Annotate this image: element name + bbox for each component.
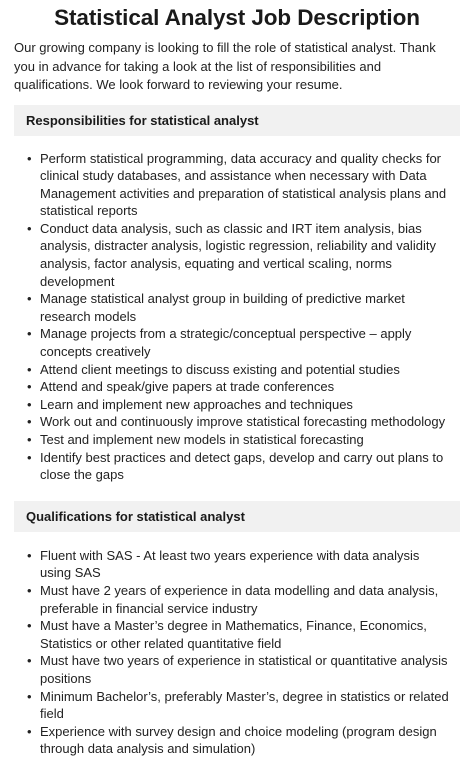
list-item [14,413,460,431]
list-item [14,361,460,379]
list-item-text: Manage projects from a strategic/conceptual perspective – apply concepts creatively [40,326,412,360]
list-item-text: Manage statistical analyst group in building of predictive market research models [40,291,405,324]
bullet-icon: • [27,361,32,377]
list-item [14,449,460,484]
bullet-icon: • [27,653,32,669]
list-item-text: Attend client meetings to discuss existing and potential studies [40,361,400,377]
page-title: Statistical Analyst Job Description [54,5,420,30]
list-item [14,582,460,617]
list-item-text: Must have two years of experience in statistical or quantitative analysis positions [40,653,448,686]
list-item [14,290,460,325]
list-item [14,688,460,723]
bullet-icon: • [27,379,32,395]
bullet-icon: • [27,150,32,166]
list-item [14,431,460,449]
list-item [14,396,460,414]
qualifications-list [14,547,460,758]
list-item-text: Conduct data analysis, such as classic and IRT item analysis, bias analysis, distracter analysis, logistic regression, reliability and validity analysis, factor analysis, equating and vertical scaling, norms development [40,220,436,289]
bullet-icon: • [27,291,32,307]
qualifications-heading: Qualifications for statistical analyst [14,501,460,532]
responsibilities-heading: Responsibilities for statistical analyst [14,105,460,136]
list-item-text: Must have 2 years of experience in data modelling and data analysis, preferable in financial service industry [40,582,439,616]
bullet-icon: • [27,547,32,563]
bullet-icon: • [27,582,32,598]
list-item [14,652,460,687]
list-item [14,723,460,758]
list-item-text: Attend and speak/give papers at trade conferences [40,379,335,395]
list-item-text: Must have a Master’s degree in Mathematics, Finance, Economics, Statistics or other related quantitative field [40,618,427,651]
list-item-text: Experience with survey design and choice modeling (program design through data analysis and simulation) [40,723,437,757]
list-item [14,325,460,360]
list-item-text: Work out and continuously improve statistical forecasting methodology [40,414,446,430]
list-item-text: Perform statistical programming, data accuracy and quality checks for clinical study databases, and assistance when necessary with Data Management activities and preparation of statistical analysis plans and statistical reports [40,150,447,219]
bullet-icon: • [27,688,32,704]
bullet-icon: • [27,432,32,447]
bullet-icon: • [27,396,32,412]
bullet-icon: • [27,220,32,236]
list-item [14,617,460,652]
list-item-text: Minimum Bachelor’s, preferably Master’s, degree in statistics or related field [40,688,449,722]
bullet-icon: • [27,723,32,739]
intro-paragraph: Our growing company is looking to fill the role of statistical analyst. Thank you in advance for taking a look at the list of responsibilities and qualifications. We look forward to reviewing your resume. [14,40,436,92]
list-item [14,547,460,582]
list-item-text: Learn and implement new approaches and techniques [40,396,353,412]
list-item [14,150,460,220]
list-item [14,220,460,290]
bullet-icon: • [27,414,32,430]
list-item-text: Test and implement new models in statistical forecasting [40,432,364,447]
responsibilities-list [14,150,460,484]
bullet-icon: • [27,326,32,342]
bullet-icon: • [27,618,32,634]
bullet-icon: • [27,449,32,465]
list-item [14,378,460,396]
list-item-text: Identify best practices and detect gaps, develop and carry out plans to close the gaps [40,449,444,483]
list-item-text: Fluent with SAS - At least two years experience with data analysis using SAS [40,547,420,581]
